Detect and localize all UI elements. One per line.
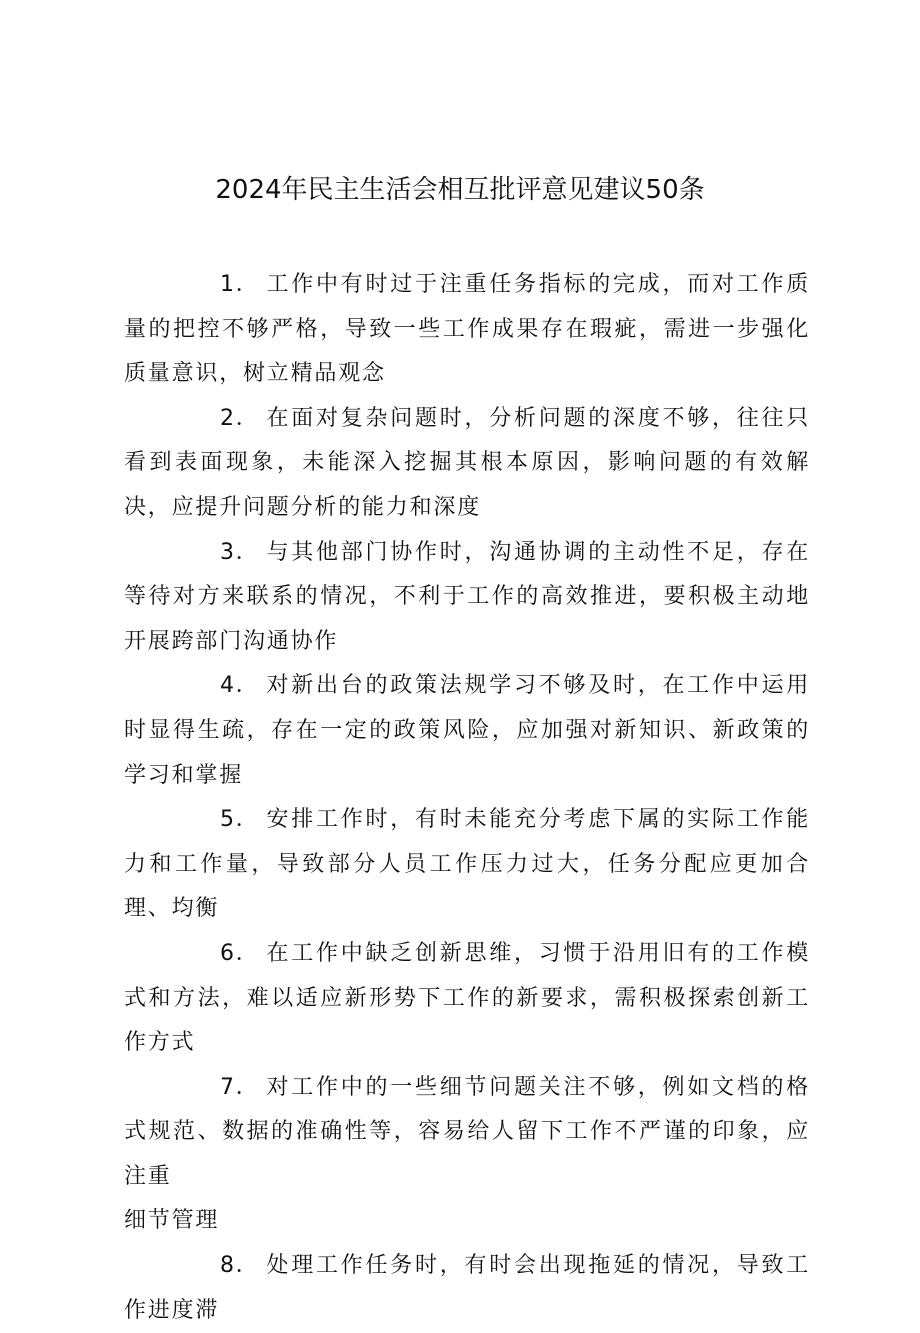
- item-number: 8．: [220, 1253, 260, 1279]
- list-item-continuation: 细节管理: [124, 1208, 220, 1234]
- document-body: [124, 263, 810, 1333]
- item-text: 在面对复杂问题时，分析问题的深度不够，往往只看到表面现象，未能深入挖掘其根本原因，影响问题的有效解决，应提升问题分析的能力和深度: [124, 405, 810, 520]
- item-text: 对新出台的政策法规学习不够及时，在工作中运用时显得生疏，存在一定的政策风险，应加强对新知识、新政策的学习和掌握: [124, 673, 810, 788]
- list-item: [124, 1066, 810, 1200]
- document-title: 2024年民主生活会相互批评意见建议50条: [215, 175, 705, 205]
- item-text: 在工作中缺乏创新思维，习惯于沿用旧有的工作模式和方法，难以适应新形势下工作的新要求，需积极探索创新工作方式: [124, 940, 810, 1056]
- item-number: 7．: [220, 1074, 260, 1100]
- item-number: 3．: [220, 539, 260, 565]
- list-item: [124, 1244, 810, 1333]
- item-text: 对工作中的一些细节问题关注不够，例如文档的格式规范、数据的准确性等，容易给人留下工作不严谨的印象，应注重: [124, 1074, 810, 1189]
- list-item: [124, 263, 810, 397]
- item-number: 1．: [220, 272, 260, 297]
- list-item: [124, 531, 810, 665]
- list-item: [124, 397, 810, 531]
- list-item: [124, 798, 810, 932]
- item-text: 工作中有时过于注重任务指标的完成，而对工作质量的把控不够严格，导致一些工作成果存在瑕疵，需进一步强化质量意识，树立精品观念: [124, 272, 810, 387]
- item-number: 4．: [220, 673, 260, 699]
- item-text: 安排工作时，有时未能充分考虑下属的实际工作能力和工作量，导致部分人员工作压力过大，任务分配应更加合理、均衡: [124, 807, 810, 922]
- item-number: 5．: [220, 807, 260, 833]
- item-text: 与其他部门协作时，沟通协调的主动性不足，存在等待对方来联系的情况，不利于工作的高效推进，要积极主动地开展跨部门沟通协作: [124, 539, 810, 654]
- item-text: 处理工作任务时，有时会出现拖延的情况，导致工作进度滞: [124, 1253, 810, 1323]
- list-item: [124, 664, 810, 798]
- list-item: [124, 932, 810, 1066]
- item-number: 6．: [220, 940, 260, 966]
- item-number: 2．: [220, 405, 260, 431]
